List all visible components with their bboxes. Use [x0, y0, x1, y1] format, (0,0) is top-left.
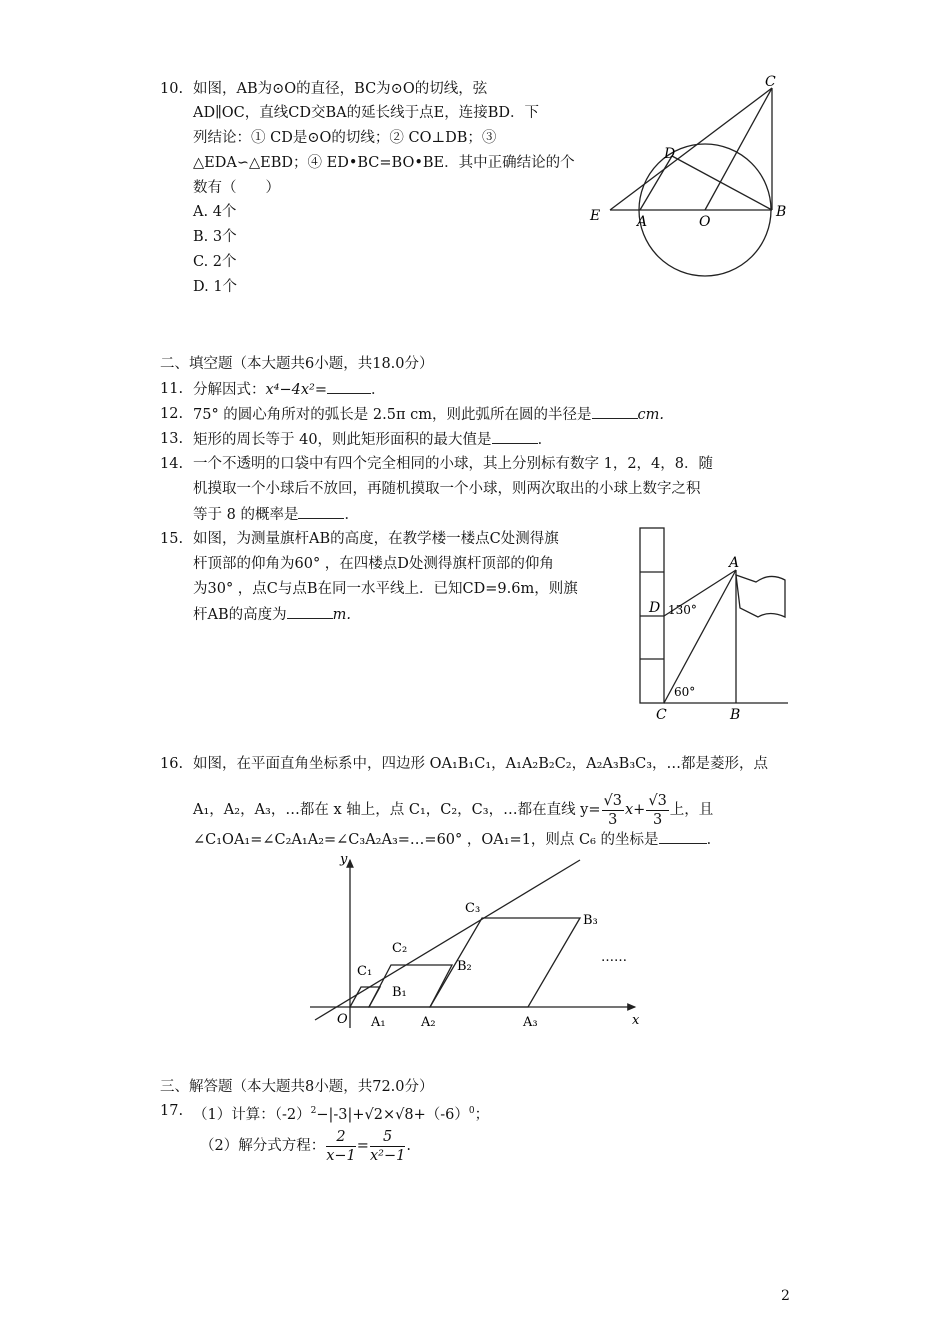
option-c: C. 2个	[193, 254, 237, 270]
label-x: x	[632, 1013, 640, 1028]
question-text-line: 列结论：① CD是⊙O的切线；② CO⊥DB；③	[193, 130, 497, 146]
question-number: 12.	[160, 406, 184, 422]
question-text-line: 如图，AB为⊙O的直径，BC为⊙O的切线，弦	[193, 81, 488, 97]
question-13-text: 矩形的周长等于 40，则此矩形面积的最大值是 ．	[193, 429, 552, 450]
question-text-line: 如图，在平面直角坐标系中，四边形 OA₁B₁C₁，A₁A₂B₂C₂，A₂A₃B₃C₃，…都是菱形，点	[193, 756, 769, 772]
answer-blank	[287, 604, 333, 619]
label-a3: A₃	[523, 1015, 538, 1030]
question-14-last-line: 等于 8 的概率是 ．	[193, 504, 359, 525]
label-c2: C₂	[392, 941, 408, 956]
label-c3: C₃	[465, 901, 481, 916]
option-d: D. 1个	[193, 279, 238, 295]
circle-tangent-figure	[580, 70, 810, 285]
question-text-line: 数有（ ）	[193, 180, 280, 196]
question-text-line: 为30° ，点C与点B在同一水平线上．已知CD=9.6m，则旗	[193, 581, 578, 597]
question-text-line: 如图，为测量旗杆AB的高度，在教学楼一楼点C处测得旗	[193, 531, 559, 547]
question-16-line3: ∠C₁OA₁=∠C₂A₁A₂=∠C₃A₂A₃=…=60° ，OA₁=1，则点 C₆ 的坐标是 ．	[193, 829, 721, 850]
option-a: A. 4个	[193, 204, 237, 220]
label-a2: A₂	[421, 1015, 436, 1030]
label-o: O	[699, 214, 711, 230]
rhombus-3	[430, 918, 580, 1007]
question-17-part1: （1）计算：$(-2)^2-|-3|+√2\times√8+(-6)^0$；	[193, 1106, 490, 1123]
flag	[736, 575, 785, 617]
angle-130: 130°	[668, 603, 697, 617]
label-o: O	[337, 1012, 348, 1027]
section-heading: 三、解答题（本大题共8小题，共72.0分）	[160, 1079, 434, 1095]
question-number: 17.	[160, 1103, 184, 1119]
question-text-line: AD∥OC，直线CD交BA的延长线于点E，连接BD．下	[193, 105, 539, 121]
section-heading: 二、填空题（本大题共6小题，共18.0分）	[160, 356, 434, 372]
rhombus-2	[369, 965, 452, 1007]
answer-blank	[492, 429, 538, 444]
rhombus-coordinate-figure	[305, 848, 655, 1038]
question-number: 13.	[160, 431, 184, 447]
ellipsis: ……	[601, 950, 627, 965]
question-15-last-line: 杆AB的高度为 m.	[193, 604, 351, 625]
question-number: 15.	[160, 531, 184, 547]
answer-blank	[327, 379, 371, 394]
label-c: C	[656, 707, 667, 723]
question-number: 14.	[160, 456, 184, 472]
label-y: y	[340, 852, 348, 867]
label-b3: B₃	[583, 913, 598, 928]
question-text-line: △EDA∽△EBD；④ ED•BC=BO•BE．其中正确结论的个	[193, 155, 575, 171]
option-b: B. 3个	[193, 229, 237, 245]
label-b1: B₁	[392, 985, 407, 1000]
question-11-text: 分解因式：x⁴−4x²= ．	[193, 379, 386, 400]
question-number: 11.	[160, 381, 184, 397]
label-b2: B₂	[457, 959, 472, 974]
question-text-line: 机摸取一个小球后不放回，再随机摸取一个小球，则两次取出的小球上数字之积	[193, 481, 701, 497]
page-number: 2	[781, 1288, 790, 1304]
question-number: 10.	[160, 81, 184, 97]
question-17-part2: （2）解分式方程： $\frac{2}{x-1}$ = $\frac{5}{\text{x²−1}}$ .	[200, 1128, 411, 1164]
label-a: A	[637, 214, 648, 230]
label-b: B	[776, 204, 787, 220]
question-number: 16.	[160, 756, 184, 772]
label-d: D	[664, 146, 676, 162]
answer-blank	[659, 829, 707, 844]
label-e: E	[590, 208, 601, 224]
line-y	[315, 860, 580, 1020]
label-c1: C₁	[357, 964, 373, 979]
angle-60: 60°	[674, 685, 696, 699]
answer-blank	[298, 504, 344, 519]
label-d: D	[649, 600, 661, 616]
flagpole-figure	[630, 520, 795, 730]
answer-blank	[592, 404, 638, 419]
question-text-line: 一个不透明的口袋中有四个完全相同的小球，其上分别标有数字 1，2，4，8．随	[193, 456, 714, 472]
question-12-text: 75° 的圆心角所对的弧长是 2.5π cm，则此弧所在圆的半径是 cm.	[193, 404, 664, 425]
label-b: B	[730, 707, 741, 723]
label-a1: A₁	[371, 1015, 386, 1030]
label-a: A	[729, 555, 740, 571]
question-16-line2: A₁，A₂，A₃，…都在 x 轴上，点 C₁，C₂，C₃，…都在直线 y= $\frac{√3}{3}$ x+ $\frac{√3}{3}$ 上，且	[193, 792, 714, 828]
question-text-line: 杆顶部的仰角为60° ，在四楼点D处测得旗杆顶部的仰角	[193, 556, 554, 572]
label-c: C	[765, 74, 776, 90]
